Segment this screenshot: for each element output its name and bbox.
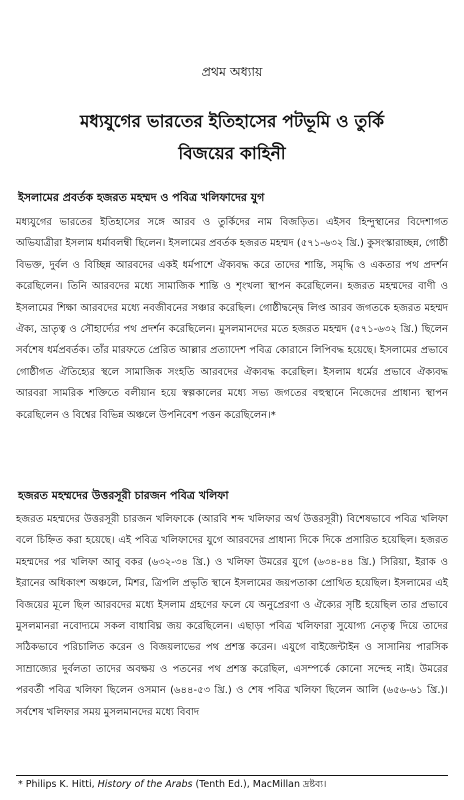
- chapter-title-line-1: মধ্যযুগের ভারতের ইতিহাসের পটভূমি ও তুর্কি: [79, 112, 385, 132]
- chapter-label: প্রথম অধ্যায়: [201, 64, 263, 79]
- section-heading-2: হজরত মহম্মদের উত্তরসূরী চারজন পবিত্র খলিফা: [18, 489, 229, 502]
- chapter-title-line-2: বিজয়ের কাহিনী: [178, 144, 286, 164]
- footnote-divider: [16, 775, 448, 776]
- footnote-suffix: (Tenth Ed.), MacMillan দ্রষ্টব্য।: [192, 779, 327, 790]
- footnote-book-title: History of the Arabs: [97, 779, 193, 790]
- footnote-prefix: * Philips K. Hitti,: [18, 779, 98, 790]
- chapter-title: [20, 106, 444, 170]
- footnote: [18, 778, 446, 792]
- section-paragraph-1: মধ্যযুগের ভারতের ইতিহাসের সঙ্গে আরব ও তুর্কিদের নাম বিজড়িত। এইসব হিন্দুস্থানের বিদেশাগত অভিযাত্রীরা ইসলাম ধর্মাবলম্বী ছিলেন। ইসলামের প্রবর্তক হজরত মহম্মদ (৫৭১-৬৩২ খ্রি.) কুসংস্কারাচ্ছন্ন, গোষ্ঠী বিভক্ত, দুর্বল ও বিচ্ছিন্ন আরবদের একই ধর্মপাশে ঐক্যবদ্ধ করে তাদের শান্তি, সমৃদ্ধি ও একতার পথ প্রদর্শন করেছিলেন। তিনি আরবদের মধ্যে সামাজিক শান্তি ও শৃংখলা স্থাপন করেছিলেন। হজরত মহম্মদের বাণী ও ইসলামের শিক্ষা আরবদের মধ্যে নবজীবনের সঞ্চার করেছিল। গোষ্ঠীদ্বন্দ্বে লিপ্ত আরব জগতকে হজরত মহম্মদ ঐক্য, ভ্রাতৃত্ব ও সৌহার্দ্যের পথ প্রদর্শন করেছিলেন। মুসলমানদের মতে হজরত মহম্মদ (৫৭১-৬৩২ খ্রি.) ছিলেন সর্বশেষ ধর্মপ্রবর্তক। তাঁর মারফতে প্রেরিত আল্লার প্রত্যাদেশ পবিত্র কোরানে লিপিবদ্ধ হয়েছে। ইসলামের প্রভাবে গোষ্ঠীগত ঐতিহ্যের স্থলে সামাজিক সংহতি আরবদের ঐক্যবদ্ধ করেছিল। ইসলাম ধর্মের প্রভাবে ঐক্যবদ্ধ আরবরা সামরিক শক্তিতে বলীয়ান হয়ে স্বল্পকালের মধ্যে সভ্য জগতের বহুস্থানে নিজেদের প্রাধান্য স্থাপন করেছিলেন ও বিশ্বের বিভিন্ন অঞ্চলে উপনিবেশ পত্তন করেছিলেন।*: [16, 217, 448, 421]
- section-paragraph-2: হজরত মহম্মদের উত্তরসূরী চারজন খলিফাকে (আরবি শব্দ খলিফার অর্থ উত্তরসূরী) বিশেষভাবে পবিত্র খলিফা বলে চিহ্নিত করা হয়েছে। এই পবিত্র খলিফাদের যুগে আরবদের প্রাধান্য দিকে দিকে প্রসারিত হয়েছিল। হজরত মহম্মদের পর খলিফা আবু বকর (৬৩২-৩৪ খ্রি.) ও খলিফা উমরের যুগে (৬৩৪-৪৪ খ্রি.) সিরিয়া, ইরাক ও ইরানের অধিকাংশ অঞ্চলে, মিশর, ত্রিপলি প্রভৃতি স্থানে ইসলামের জয়পতাকা প্রোথিত হয়েছিল। ইসলামের এই বিজয়ের মূলে ছিল আরবদের মধ্যে ইসলাম গ্রহণের ফলে যে অনুপ্রেরণা ও ঐক্যের সৃষ্টি হয়েছিল তার প্রভাবে মুসলমানরা নবোদ্যমে সকল বাধাবিঘ্ন জয় করেছিলেন। এছাড়া পবিত্র খলিফারা সুযোগ্য নেতৃত্ব দিয়ে তাদের সঠিকভাবে পরিচালিত করেন ও বিজয়লাভের পথ প্রশস্ত করেন। এযুগে বাইজেন্টাইন ও সাসানিয় পারসিক সাম্রাজ্যের দুর্বলতা তাদের অবক্ষয় ও পতনের পথ প্রশস্ত করেছিল, এসম্পর্কে কোনো সন্দেহ নাই। উমরের পরবর্তী পবিত্র খলিফা ছিলেন ওসমান (৬৪৪-৫৩ খ্রি.) ও শেষ পবিত্র খলিফা ছিলেন আলি (৬৫৬-৬১ খ্রি.)। সর্বশেষ খলিফার সময় মুসলমানদের মধ্যে বিবাদ: [16, 514, 448, 718]
- section-heading-1: ইসলামের প্রবর্তক হজরত মহম্মদ ও পবিত্র খলিফাদের যুগ: [18, 191, 265, 204]
